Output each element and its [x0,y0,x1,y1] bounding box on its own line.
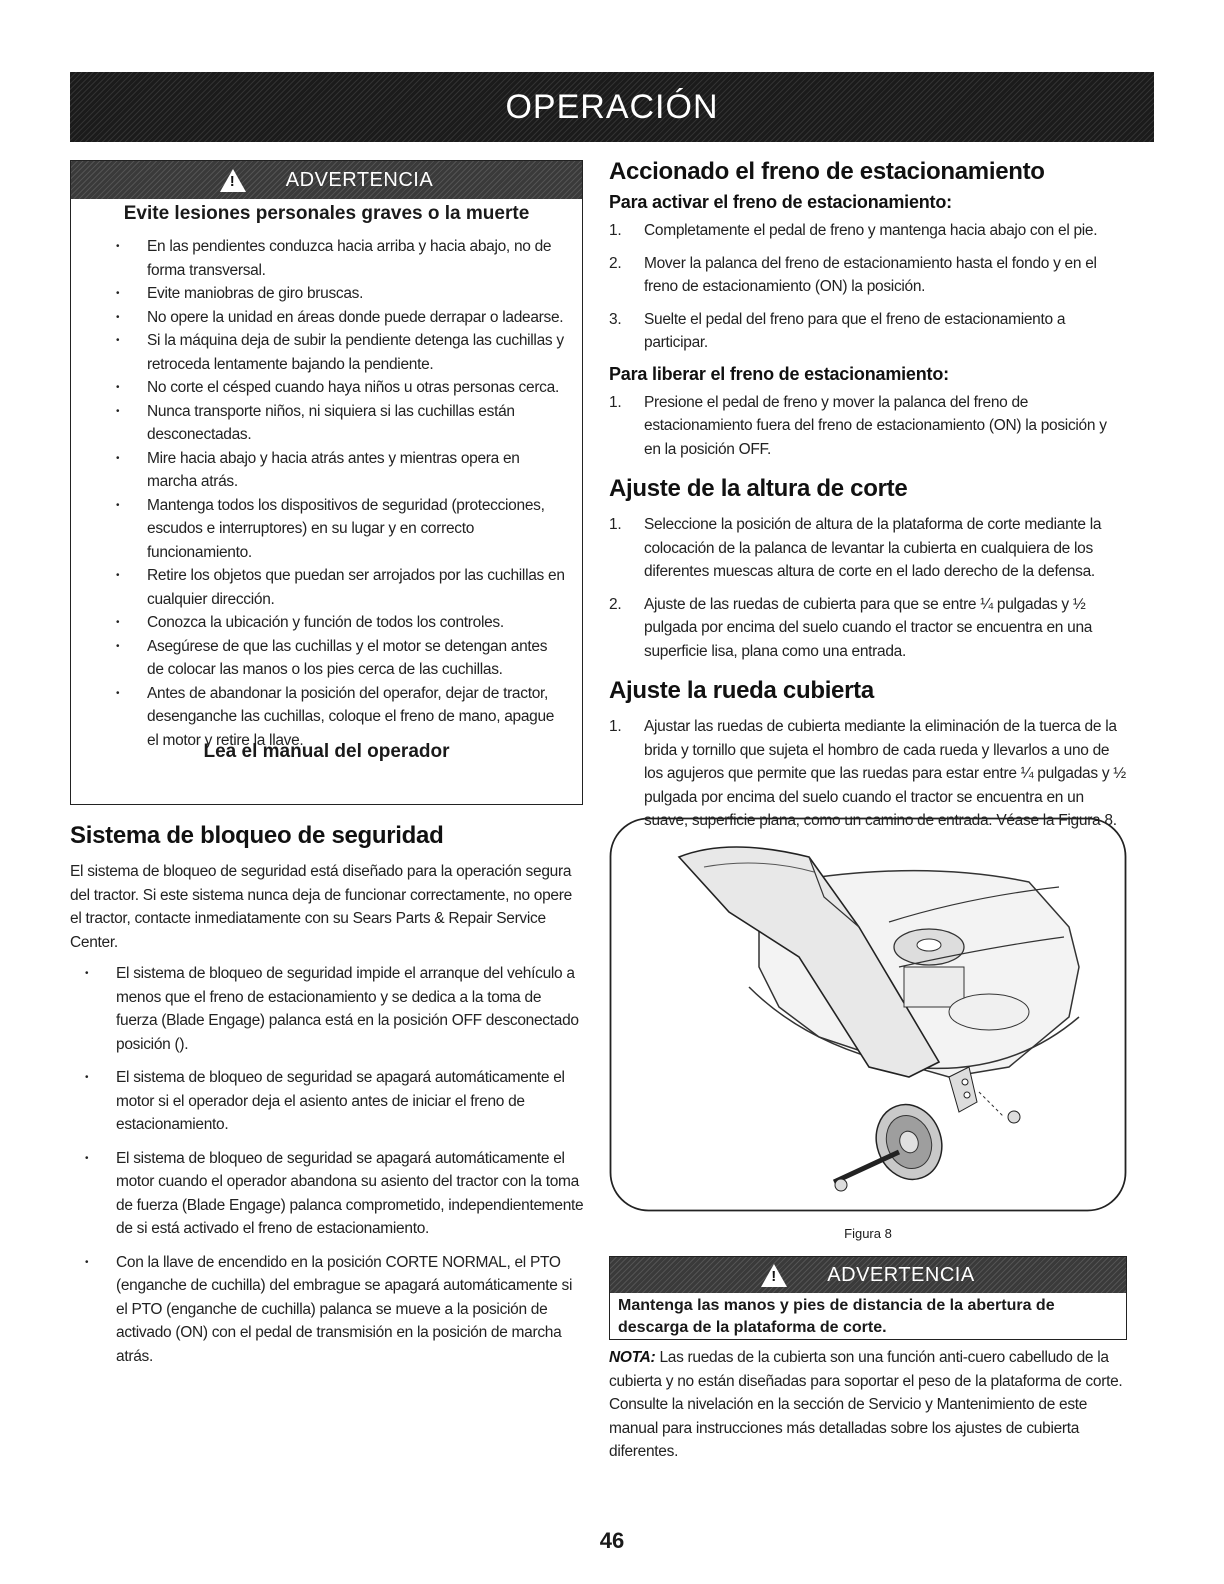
warning-footer: Lea el manual del operador [203,741,450,762]
warning-list [147,235,567,752]
warning-box-2 [609,1256,1127,1340]
list-item: • Conozca la ubicación y función de todos los controles. [147,611,567,635]
activate-steps [609,219,1126,355]
list-item: • Nunca transporte niños, ni siquiera si las cuchillas están desconectadas. [147,400,567,447]
cut-height-steps [609,513,1126,663]
list-item: • Mire hacia abajo y hacia atrás antes y mientras opera en marcha atrás. [147,447,567,494]
release-steps [609,391,1126,462]
subsection-heading: Para liberar el freno de estacionamiento: [609,363,949,384]
page-title-bar [70,72,1154,142]
warning-triangle-icon [220,169,246,192]
list-item: 2. Ajuste de las ruedas de cubierta para que se entre ¼ pulgadas y ½ pulgada por encima del suelo cuando el tractor se encuentra en una superficie lisa, plana como una entrada. [609,595,1093,660]
warning-text: Mantenga las manos y pies de distancia de la abertura de descarga de la plataforma de corte. [618,1297,1055,1336]
warning-triangle-icon [761,1264,787,1287]
warning-subtitle: Evite lesiones personales graves o la muerte [123,203,530,224]
warning-label: ADVERTENCIA [285,168,434,191]
list-item: • Si la máquina deja de subir la pendiente detenga las cuchillas y retroceda lentamente bajando la pendiente. [147,329,567,376]
subsection-heading: Para activar el freno de estacionamiento: [609,192,952,212]
section-heading: Sistema de bloqueo de seguridad [70,822,444,849]
section-intro: El sistema de bloqueo de seguridad está diseñado para la operación segura del tractor. Si este sistema nunca deja de funcionar correctamente, no opere el tractor, contacte inmediatamente con su Sears Parts & Repair Service Center. [70,863,572,951]
list-item: 1. Completamente el pedal de freno y mantenga hacia abajo con el pie. [609,222,1098,239]
warning-box [70,160,583,805]
deck-wheel-steps [609,715,1126,833]
list-item: • Mantenga todos los dispositivos de seguridad (protecciones, escudos e interruptores) en su lugar y en correcto funcionamiento. [147,494,567,565]
note-text: Las ruedas de la cubierta son una función anti-cuero cabelludo de la cubierta y no están diseñadas para soportar el peso de la plataforma de corte. Consulte la nivelación en la sección de Servicio y Mantenimiento de este manual para instrucciones más detalladas sobre los ajustes de cubierta diferentes. [609,1349,1123,1460]
safety-list [116,962,584,1368]
warning-label: ADVERTENCIA [827,1263,975,1286]
list-item: • Asegúrese de que las cuchillas y el motor se detengan antes de colocar las manos o los pies cerca de las cuchillas. [147,635,567,682]
list-item: • Evite maniobras de giro bruscas. [147,282,567,306]
section-heading: Ajuste la rueda cubierta [609,677,874,704]
section-heading: Ajuste de la altura de corte [609,475,908,502]
list-item: 3. Suelte el pedal del freno para que el freno de estacionamiento a participar. [609,310,1066,351]
list-item: • No opere la unidad en áreas donde puede derrapar o ladearse. [147,306,567,330]
list-item: • El sistema de bloqueo de seguridad impide el arranque del vehículo a menos que el freno de estacionamiento y se dedica a la toma de fuerza (Blade Engage) palanca está en la posición OFF desconectado posición (). [116,962,584,1056]
page-number: 46 [599,1528,625,1553]
figure-8 [609,817,1127,1212]
mower-deck-illustration [609,817,1127,1212]
figure-caption: Figura 8 [844,1226,892,1241]
warning-header [71,161,582,199]
list-item: 1. Ajustar las ruedas de cubierta mediante la eliminación de la tuerca de la brida y tornillo que sujeta el hombro de cada rueda y llevarlos a uno de los agujeros que permite que las ruedas para estar entre ¼ pulgadas y ½ pulgada por encima del suelo cuando el tractor se encuentra en un suave, superficie plana, como un camino de entrada. Véase la Figura 8. [609,718,1126,829]
list-item: • Con la llave de encendido en la posición CORTE NORMAL, el PTO (enganche de cuchilla) del embrague se apagará automáticamente si el PTO (enganche de cuchilla) palanca se mueve a la posición de activado (ON) con el pedal de transmisión en la posición de marcha atrás. [116,1251,584,1369]
note-label: NOTA: [609,1349,656,1366]
warning-header [610,1257,1126,1293]
section-heading: Accionado el freno de estacionamiento [609,158,1045,185]
list-item: • Antes de abandonar la posición del operafor, dejar de tractor, desenganche las cuchillas, coloque el freno de mano, apague el motor y retire la llave. [147,682,567,753]
list-item: 1. Seleccione la posición de altura de la plataforma de corte mediante la colocación de la palanca de levantar la cubierta en cualquiera de los diferentes muescas altura de corte en el lado derecho de la defensa. [609,516,1102,580]
list-item: • El sistema de bloqueo de seguridad se apagará automáticamente el motor si el operador deja el asiento antes de iniciar el freno de estacionamiento. [116,1066,584,1137]
right-column [609,158,1129,833]
safety-section [70,822,585,1368]
list-item: • Retire los objetos que puedan ser arrojados por las cuchillas en cualquier dirección. [147,564,567,611]
list-item: • No corte el césped cuando haya niños u otras personas cerca. [147,376,567,400]
note [609,1346,1124,1464]
list-item: 2. Mover la palanca del freno de estacionamiento hasta el fondo y en el freno de estacionamiento (ON) la posición. [609,254,1097,295]
list-item: • El sistema de bloqueo de seguridad se apagará automáticamente el motor cuando el operador abandona su asiento del tractor con la toma de fuerza (Blade Engage) palanca comprometido, independientemente de si está activado el freno de estacionamiento. [116,1147,584,1241]
page-title: OPERACIÓN [505,87,719,126]
list-item: 1. Presione el pedal de freno y mover la palanca del freno de estacionamiento fuera del freno de estacionamiento (ON) la posición y en la posición OFF. [609,393,1107,458]
list-item: • En las pendientes conduzca hacia arriba y hacia abajo, no de forma transversal. [147,235,567,282]
